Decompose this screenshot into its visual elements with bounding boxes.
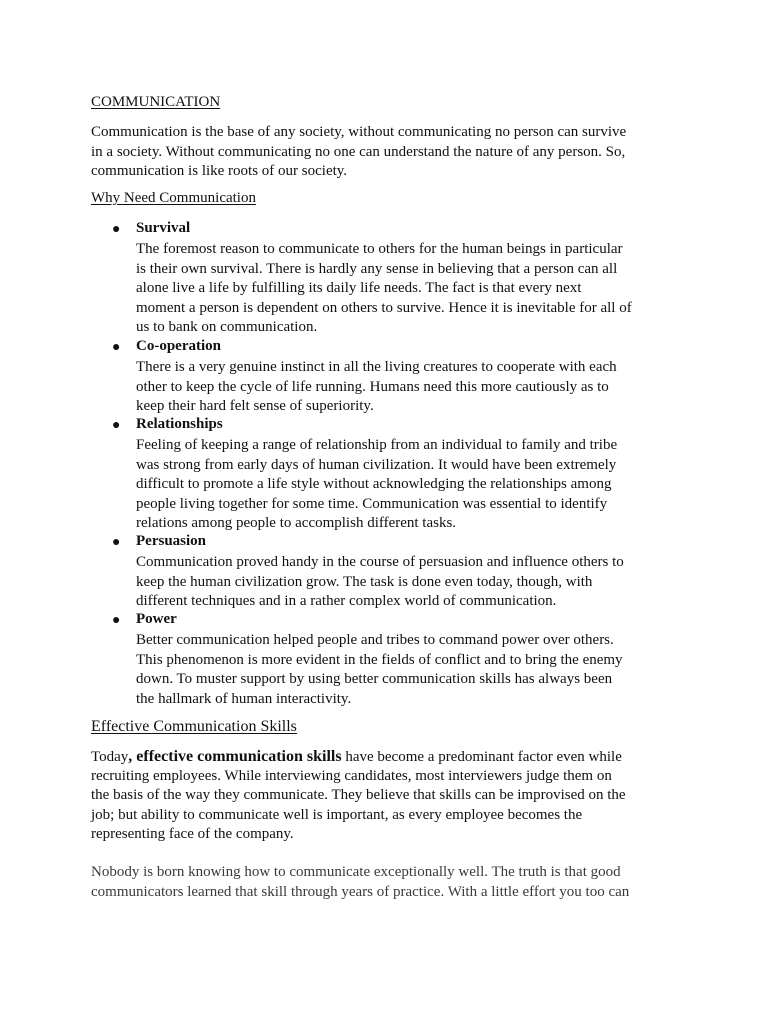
item-line: different techniques and in a rather complex world of communication. [136, 593, 557, 609]
bullet-icon: ● [112, 340, 121, 355]
effective-skills-heading: Effective Communication Skills [91, 718, 297, 735]
item-line: keep the human civilization grow. The task is done even today, though, with [136, 573, 593, 590]
item-line: other to keep the cycle of life running. Humans need this more cautiously as to [136, 378, 609, 395]
item-body-cooperation [136, 358, 617, 417]
intro-line: Communication is the base of any society, without communicating no person can survive [91, 124, 627, 140]
item-line: keep their hard felt sense of superiority. [136, 398, 374, 414]
effective-line: job; but ability to communicate well is important, as every employee becomes the [91, 806, 583, 823]
effective-first-line [91, 747, 626, 767]
item-title-persuasion: Persuasion [136, 533, 207, 549]
item-title-survival: Survival [136, 220, 191, 236]
item-line: Feeling of keeping a range of relationship from an individual to family and tribe [136, 437, 618, 453]
item-line: There is a very genuine instinct in all the living creatures to cooperate with each [136, 359, 617, 375]
item-body-relationships [136, 436, 617, 534]
item-line: This phenomenon is more evident in the fields of conflict and to bring the enemy [136, 651, 623, 668]
item-line: people living together for some time. Communication was essential to identify [136, 495, 608, 512]
item-line: Better communication helped people and tribes to command power over others. [136, 632, 614, 648]
effective-line: representing face of the company. [91, 826, 294, 842]
effective-bold-phrase: , effective communication skills [128, 748, 342, 765]
item-line: difficult to promote a life style without acknowledging the relationships among [136, 476, 612, 492]
bullet-icon: ● [112, 222, 121, 237]
item-title-power: Power [136, 611, 177, 627]
intro-line: in a society. Without communicating no one can understand the nature of any person. So, [91, 143, 626, 160]
closing-line: Nobody is born knowing how to communicate exceptionally well. The truth is that good [91, 864, 621, 880]
effective-suffix: have become a predominant factor even while [341, 749, 622, 765]
item-line: the hallmark of human interactivity. [136, 690, 352, 707]
bullet-icon: ● [112, 418, 121, 433]
item-body-power [136, 631, 623, 709]
effective-line: recruiting employees. While interviewing candidates, most interviewers judge them on [91, 767, 612, 784]
item-line: The foremost reason to communicate to others for the human beings in particular [136, 241, 623, 257]
item-body-persuasion [136, 553, 624, 612]
intro-line: communication is like roots of our society. [91, 163, 348, 179]
item-title-relationships: Relationships [136, 416, 223, 432]
effective-paragraph [91, 747, 626, 845]
item-line: alone live a life by fulfilling its daily life needs. The fact is that every next [136, 280, 582, 296]
item-line: was strong from early days of human civilization. It would have been extremely [136, 456, 617, 473]
item-line: down. To muster support by using better communication skills has always been [136, 671, 613, 687]
closing-line: communicators learned that skill through years of practice. With a little effort you too can [91, 883, 630, 900]
item-line: moment a person is dependent on others to survive. Hence it is inevitable for all of [136, 299, 632, 316]
item-line: Communication proved handy in the course of persuasion and influence others to [136, 554, 624, 570]
effective-prefix: Today [91, 749, 129, 765]
bullet-icon: ● [112, 613, 121, 628]
item-title-cooperation: Co-operation [136, 338, 221, 354]
document-title: COMMUNICATION [91, 94, 221, 110]
item-body-survival [136, 240, 632, 338]
item-line: us to bank on communication. [136, 319, 318, 335]
effective-line: the basis of the way they communicate. They believe that skills can be improvised on the [91, 787, 626, 803]
item-line: relations among people to accomplish different tasks. [136, 515, 457, 531]
intro-paragraph [91, 123, 626, 182]
why-need-heading: Why Need Communication [91, 190, 256, 206]
item-line: is their own survival. There is hardly any sense in believing that a person can all [136, 260, 618, 277]
closing-paragraph [91, 863, 629, 902]
bullet-icon: ● [112, 535, 121, 550]
